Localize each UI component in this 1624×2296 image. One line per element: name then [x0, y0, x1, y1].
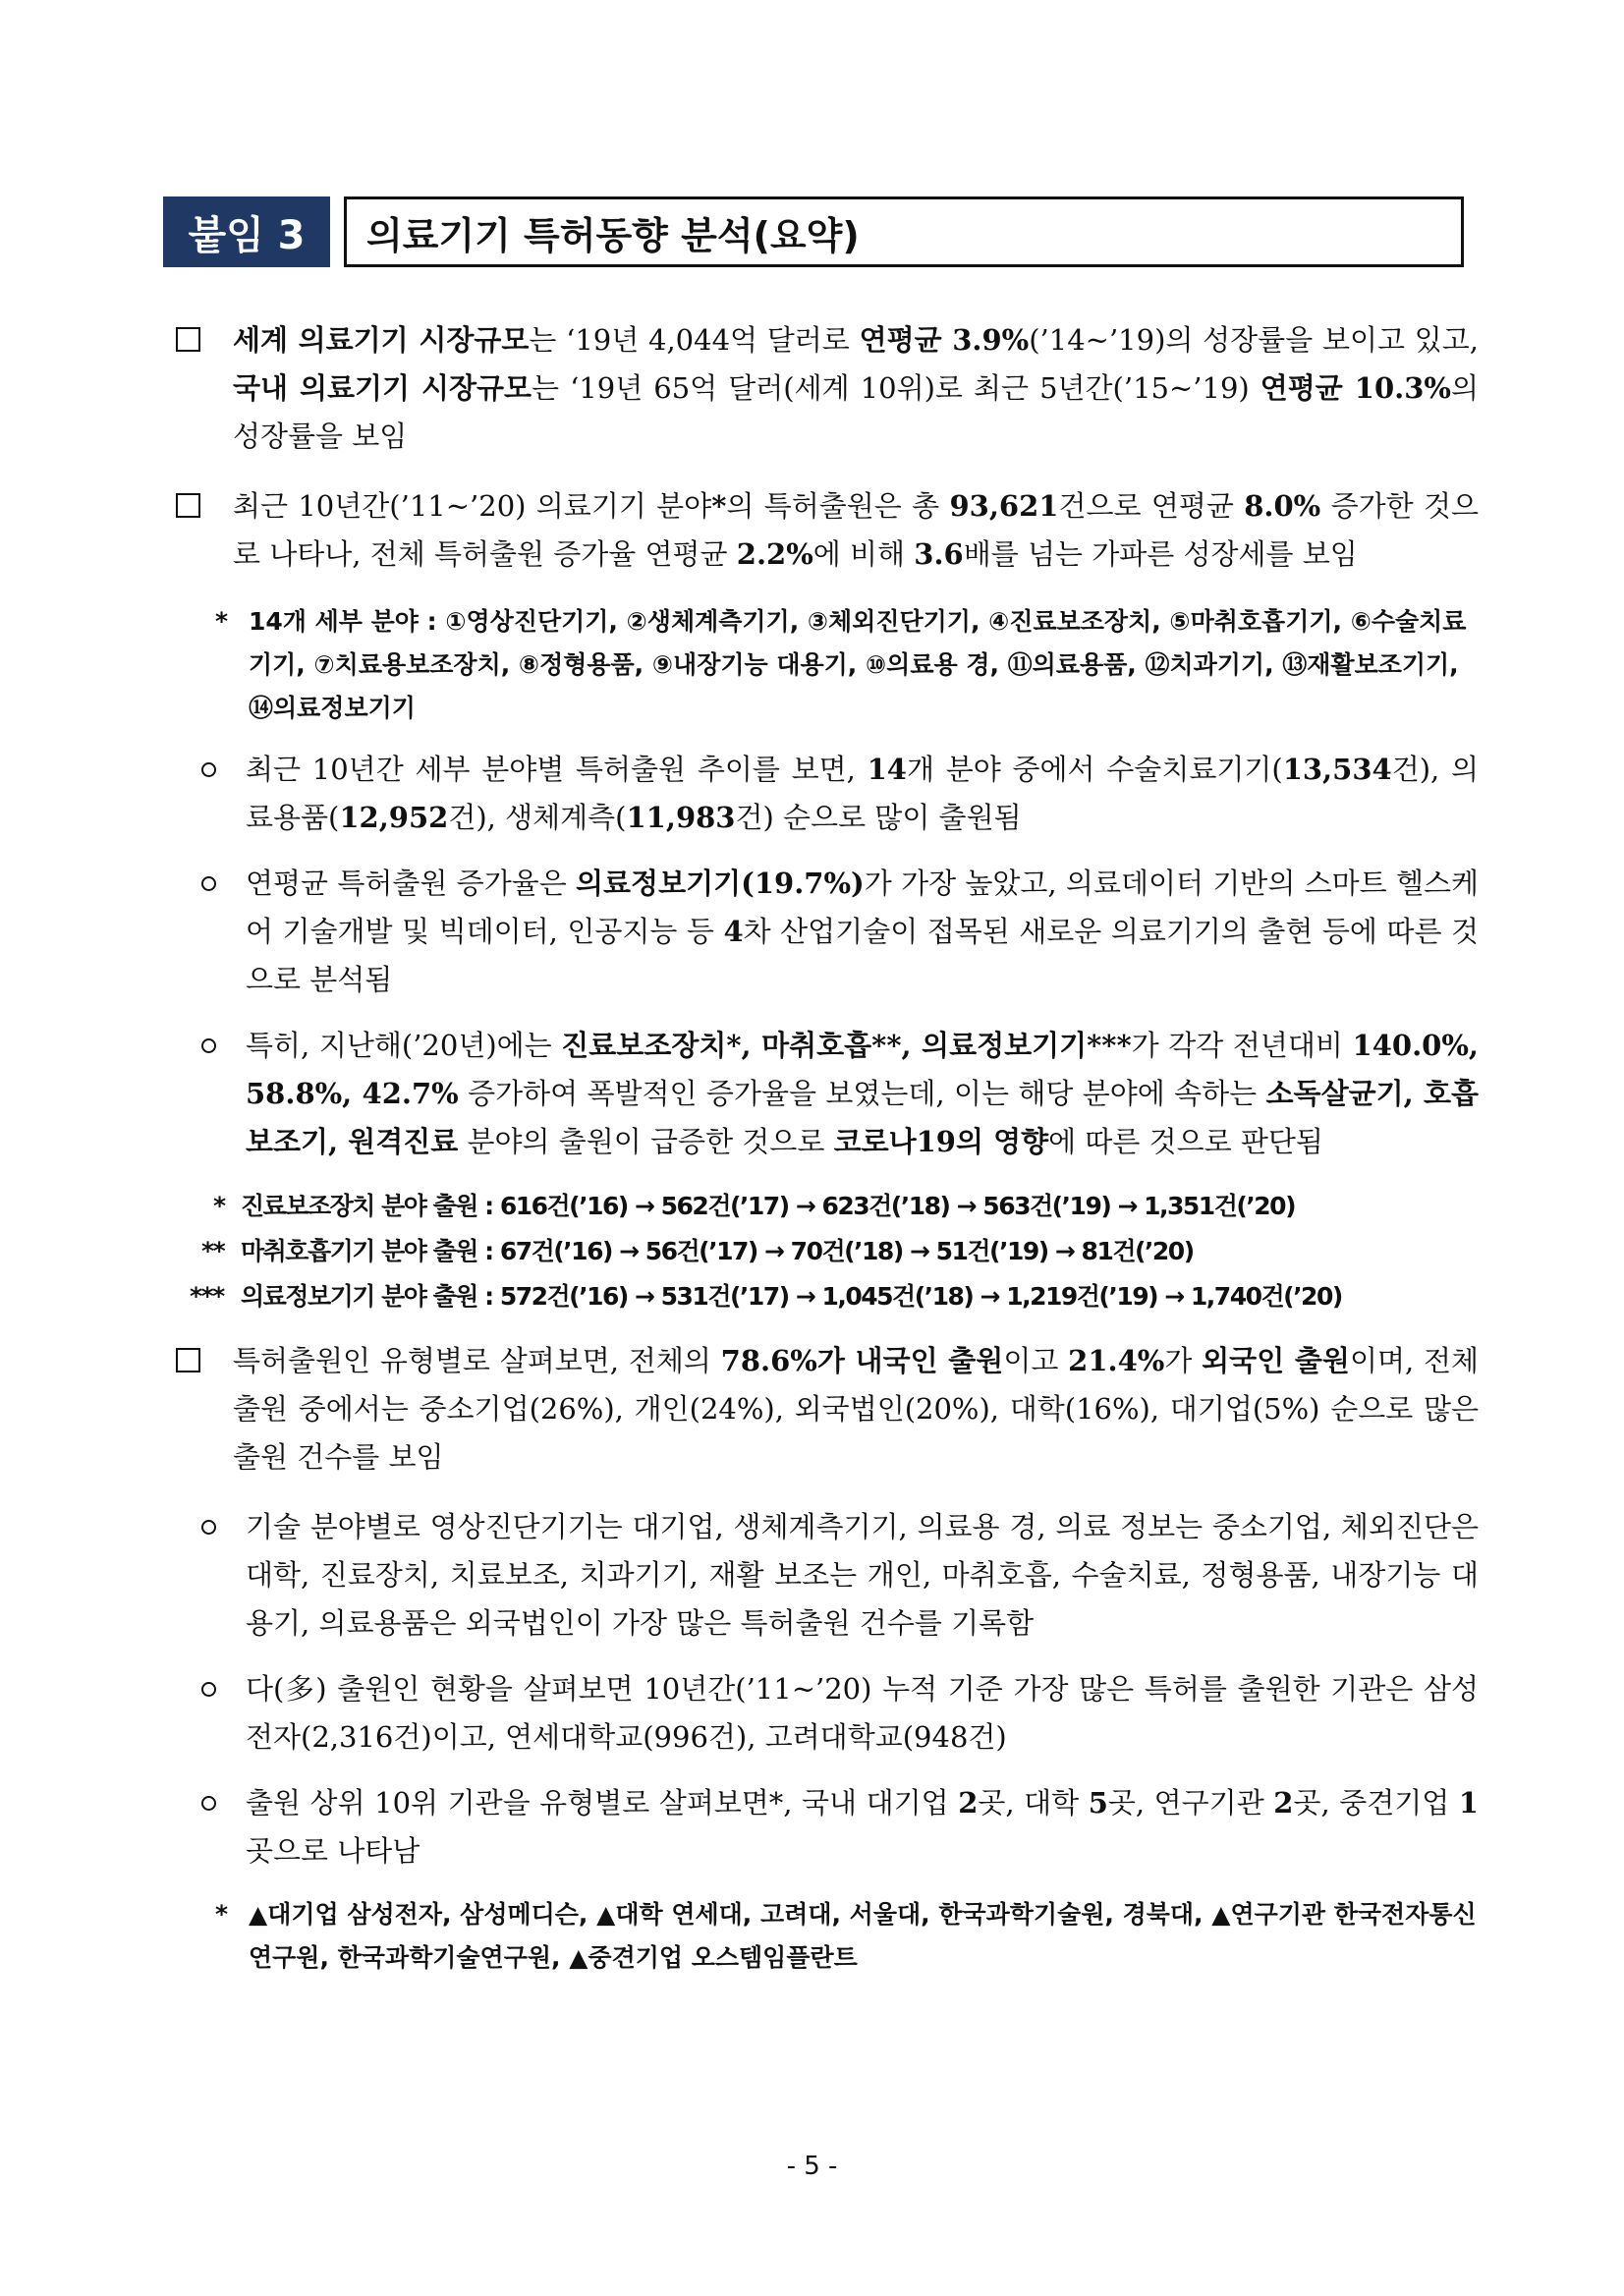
bullet-field-trends — [172, 746, 1479, 842]
text: 기술 분야별로 영상진단기기는 대기업, 생체계측기기, 의료용 경, 의료 정보는 중소기업, 체외진단은 대학, 진료장치, 치료보조, 치과기기, 재활 보조는 개인, 마취호흡, 수술치료, 정형용품, 내장기능 대용기, 의료용품은 외국법인이 가장 많은 특허출원 건수를 기록함 — [246, 1510, 1479, 1640]
footnote-text: ▲대기업 삼성전자, 삼성메디슨, ▲대학 연세대, 고려대, 서울대, 한국과학기술원, 경북대, ▲연구기관 한국전자통신연구원, 한국과학기술연구원, ▲중견기업 오스템임플란트 — [249, 1900, 1477, 1972]
checkbox-square-icon — [176, 327, 200, 352]
section-patent-filings — [172, 482, 1479, 579]
text: 최근 10년간(’11~’20) 의료기기 분야*의 특허출원은 총 93,621건으로 연평균 8.0% 증가한 것으로 나타나, 전체 특허출원 증가율 연평균 2.2%에 비해 3.6배를 넘는 가파른 성장세를 보임 — [233, 489, 1479, 571]
footnote-line — [172, 1229, 1479, 1274]
checkbox-square-icon — [176, 493, 200, 518]
text: 특히, 지난해(’20년)에는 진료보조장치*, 마취호흡**, 의료정보기기***가 각각 전년대비 140.0%, 58.8%, 42.7% 증가하여 폭발적인 증가율을 보였는데, 이는 해당 분야에 속하는 소독살균기, 호흡보조기, 원격진료 분야의 출원이 급증한 것으로 코로나19의 영향에 따른 것으로 판단됨 — [246, 1029, 1479, 1158]
bullet-growth-rate — [172, 860, 1479, 1004]
footnote-line — [172, 1274, 1479, 1319]
asterisk-mark: *** — [190, 1282, 224, 1311]
footnote-text: 마취호흡기기 분야 출원 : 67건(’16) → 56건(’17) → 70건(’18) → 51건(’19) → 81건(’20) — [241, 1237, 1194, 1265]
asterisk-mark: * — [213, 1192, 225, 1220]
text: 최근 10년간 세부 분야별 특허출원 추이를 보면, 14개 분야 중에서 수술치료기기(13,534건), 의료용품(12,952건), 생체계측(11,983건) 순으로 많이 출원됨 — [246, 753, 1480, 834]
circle-bullet-icon — [201, 762, 216, 777]
asterisk-mark: * — [215, 607, 229, 636]
section-market-size — [172, 316, 1479, 461]
circle-bullet-icon — [201, 876, 216, 891]
footnote-filing-counts — [172, 1184, 1479, 1319]
asterisk-mark: * — [215, 1900, 229, 1929]
document-body — [172, 316, 1479, 1995]
footnote-14-fields — [172, 600, 1479, 730]
footnote-text: 14개 세부 분야 : ①영상진단기기, ②생체계측기기, ③체외진단기기, ④진료보조장치, ⑤마취호흡기기, ⑥수술치료기기, ⑦치료용보조장치, ⑧정형용품, ⑨내장기능 대용기, ⑩의료용 경, ⑪의료용품, ⑫치과기기, ⑬재활보조기기, ⑭의료정보기기 — [249, 607, 1467, 722]
footnote-line — [172, 1184, 1479, 1229]
page-title: 의료기기 특허동향 분석(요약) — [344, 196, 1464, 267]
text: 세계 의료기기 시장규모는 ‘19년 4,044억 달러로 연평균 3.9%(’14~’19)의 성장률을 보이고 있고, 국내 의료기기 시장규모는 ‘19년 65억 달러(세계 10위)로 최근 5년간(’15~’19) 연평균 10.3%의 성장률을 보임 — [233, 323, 1479, 453]
asterisk-mark: ** — [201, 1237, 225, 1265]
bullet-field-leaders — [172, 1503, 1479, 1648]
bullet-top-applicants — [172, 1665, 1479, 1762]
footnote-top10-list — [172, 1893, 1479, 1980]
checkbox-square-icon — [176, 1348, 200, 1372]
title-row — [163, 196, 1464, 267]
footnote-text: 의료정보기기 분야 출원 : 572건(’16) → 531건(’17) → 1,045건(’18) → 1,219건(’19) → 1,740건(’20) — [241, 1282, 1342, 1311]
bullet-covid-impact — [172, 1022, 1479, 1166]
text: 출원 상위 10위 기관을 유형별로 살펴보면*, 국내 대기업 2곳, 대학 5곳, 연구기관 2곳, 중견기업 1곳으로 나타남 — [246, 1786, 1479, 1868]
page-number: - 5 - — [786, 2152, 838, 2181]
circle-bullet-icon — [201, 1520, 216, 1535]
bullet-top10-types — [172, 1779, 1479, 1876]
text: 특허출원인 유형별로 살펴보면, 전체의 78.6%가 내국인 출원이고 21.4%가 외국인 출원이며, 전체 출원 중에서는 중소기업(26%), 개인(24%), 외국법인(20%), 대학(16%), 대기업(5%) 순으로 많은 출원 건수를 보임 — [233, 1344, 1480, 1474]
section-applicant-types — [172, 1337, 1479, 1482]
text: 연평균 특허출원 증가율은 의료정보기기(19.7%)가 가장 높았고, 의료데이터 기반의 스마트 헬스케어 기술개발 및 빅데이터, 인공지능 등 4차 산업기술이 접목된 새로운 의료기기의 출현 등에 따른 것으로 분석됨 — [246, 867, 1480, 996]
attachment-tag: 붙임 3 — [163, 196, 330, 267]
circle-bullet-icon — [201, 1682, 216, 1697]
circle-bullet-icon — [201, 1796, 216, 1811]
circle-bullet-icon — [201, 1038, 216, 1053]
footnote-text: 진료보조장치 분야 출원 : 616건(’16) → 562건(’17) → 623건(’18) → 563건(’19) → 1,351건(’20) — [241, 1192, 1295, 1220]
text: 다(多) 출원인 현황을 살펴보면 10년간(’11~’20) 누적 기준 가장 많은 특허를 출원한 기관은 삼성전자(2,316건)이고, 연세대학교(996건), 고려대학교(948건) — [246, 1672, 1479, 1754]
